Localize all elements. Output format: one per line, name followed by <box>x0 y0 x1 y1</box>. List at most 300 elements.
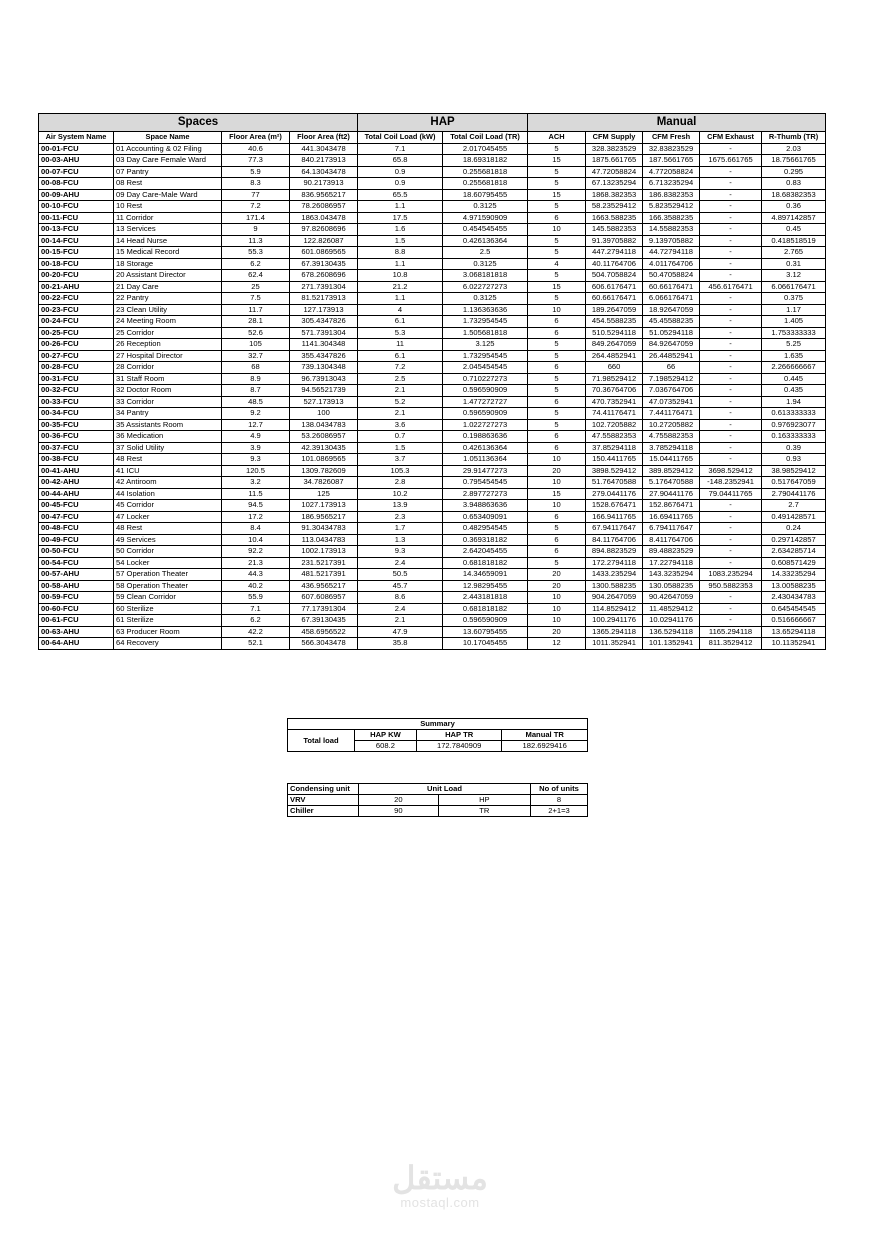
floor-area-ft2-cell: 1141.304348 <box>290 339 358 351</box>
r-thumb-tr-cell: 1.635 <box>762 350 826 362</box>
floor-area-ft2-cell: 186.9565217 <box>290 511 358 523</box>
coil-load-kw-cell: 1.3 <box>358 534 443 546</box>
table-row <box>39 224 826 236</box>
floor-area-m2-cell: 3.9 <box>222 442 290 454</box>
column-header-row <box>39 132 826 144</box>
table-row <box>39 362 826 374</box>
coil-load-tr-cell: 0.198863636 <box>443 431 528 443</box>
cfm-fresh-cell: 130.0588235 <box>643 580 700 592</box>
cfm-exhaust-cell: - <box>700 362 762 374</box>
table-row <box>39 500 826 512</box>
r-thumb-tr-cell: 0.45 <box>762 224 826 236</box>
space-name-cell: 54 Locker <box>114 557 222 569</box>
coil-load-tr-cell: 4.971590909 <box>443 212 528 224</box>
cfm-exhaust-cell: - <box>700 143 762 155</box>
air-system-name-cell: 00-14-FCU <box>39 235 114 247</box>
floor-area-ft2-cell: 355.4347826 <box>290 350 358 362</box>
floor-area-ft2-cell: 138.0434783 <box>290 419 358 431</box>
group-header-hap: HAP <box>358 114 528 132</box>
coil-load-kw-cell: 47.9 <box>358 626 443 638</box>
space-name-cell: 20 Assistant Director <box>114 270 222 282</box>
table-row <box>39 373 826 385</box>
air-system-name-cell: 00-07-FCU <box>39 166 114 178</box>
coil-load-tr-cell: 3.948863636 <box>443 500 528 512</box>
ach-cell: 5 <box>528 350 586 362</box>
floor-area-m2-cell: 52.1 <box>222 638 290 650</box>
coil-load-kw-cell: 6.1 <box>358 350 443 362</box>
column-header: Floor Area (ft2) <box>290 132 358 144</box>
coil-load-kw-cell: 10.8 <box>358 270 443 282</box>
floor-area-ft2-cell: 81.52173913 <box>290 293 358 305</box>
floor-area-m2-cell: 28.1 <box>222 316 290 328</box>
cfm-fresh-cell: 6.066176471 <box>643 293 700 305</box>
ach-cell: 5 <box>528 178 586 190</box>
coil-load-kw-cell: 2.4 <box>358 557 443 569</box>
cfm-exhaust-cell: - <box>700 258 762 270</box>
floor-area-ft2-cell: 271.7391304 <box>290 281 358 293</box>
cfm-exhaust-cell: - <box>700 396 762 408</box>
coil-load-tr-cell: 0.681818182 <box>443 557 528 569</box>
air-system-name-cell: 00-10-FCU <box>39 201 114 213</box>
manual-tr-header: Manual TR <box>502 730 588 741</box>
cfm-supply-cell: 1011.352941 <box>586 638 643 650</box>
space-name-cell: 21 Day Care <box>114 281 222 293</box>
coil-load-kw-cell: 8.6 <box>358 592 443 604</box>
space-name-cell: 41 ICU <box>114 465 222 477</box>
air-system-name-cell: 00-36-FCU <box>39 431 114 443</box>
space-name-cell: 09 Day Care-Male Ward <box>114 189 222 201</box>
space-name-cell: 48 Rest <box>114 454 222 466</box>
coil-load-tr-cell: 0.369318182 <box>443 534 528 546</box>
ach-cell: 6 <box>528 546 586 558</box>
floor-area-m2-cell: 120.5 <box>222 465 290 477</box>
cfm-exhaust-cell: 1083.235294 <box>700 569 762 581</box>
cfm-exhaust-cell: - <box>700 454 762 466</box>
r-thumb-tr-cell: 0.39 <box>762 442 826 454</box>
cfm-exhaust-cell: - <box>700 235 762 247</box>
floor-area-m2-cell: 77 <box>222 189 290 201</box>
coil-load-kw-cell: 45.7 <box>358 580 443 592</box>
unit-count: 8 <box>531 795 588 806</box>
air-system-name-cell: 00-22-FCU <box>39 293 114 305</box>
space-name-cell: 36 Medication <box>114 431 222 443</box>
floor-area-ft2-cell: 1002.173913 <box>290 546 358 558</box>
air-system-name-cell: 00-01-FCU <box>39 143 114 155</box>
air-system-name-cell: 00-11-FCU <box>39 212 114 224</box>
table-row <box>39 534 826 546</box>
cfm-fresh-cell: 60.66176471 <box>643 281 700 293</box>
table-row <box>39 638 826 650</box>
coil-load-tr-cell: 0.3125 <box>443 201 528 213</box>
coil-load-kw-cell: 2.1 <box>358 385 443 397</box>
cfm-fresh-cell: 6.794117647 <box>643 523 700 535</box>
coil-load-kw-cell: 2.3 <box>358 511 443 523</box>
coil-load-kw-cell: 2.1 <box>358 408 443 420</box>
floor-area-m2-cell: 7.1 <box>222 603 290 615</box>
cfm-exhaust-cell: - <box>700 419 762 431</box>
coil-load-kw-cell: 7.2 <box>358 362 443 374</box>
coil-load-tr-cell: 0.795454545 <box>443 477 528 489</box>
column-header: Total Coil Load (kW) <box>358 132 443 144</box>
cfm-supply-cell: 510.5294118 <box>586 327 643 339</box>
air-system-name-cell: 00-27-FCU <box>39 350 114 362</box>
floor-area-m2-cell: 8.3 <box>222 178 290 190</box>
r-thumb-tr-cell: 14.33235294 <box>762 569 826 581</box>
cfm-supply-cell: 1365.294118 <box>586 626 643 638</box>
cfm-fresh-cell: 101.1352941 <box>643 638 700 650</box>
air-system-name-cell: 00-35-FCU <box>39 419 114 431</box>
floor-area-m2-cell: 68 <box>222 362 290 374</box>
cfm-fresh-cell: 45.45588235 <box>643 316 700 328</box>
cfm-exhaust-cell: - <box>700 189 762 201</box>
cfm-supply-cell: 166.9411765 <box>586 511 643 523</box>
air-system-name-cell: 00-64-AHU <box>39 638 114 650</box>
floor-area-ft2-cell: 678.2608696 <box>290 270 358 282</box>
cfm-fresh-cell: 4.772058824 <box>643 166 700 178</box>
floor-area-ft2-cell: 607.6086957 <box>290 592 358 604</box>
table-row <box>39 557 826 569</box>
space-name-cell: 57 Operation Theater <box>114 569 222 581</box>
r-thumb-tr-cell: 2.7 <box>762 500 826 512</box>
r-thumb-tr-cell: 0.418518519 <box>762 235 826 247</box>
ach-cell: 10 <box>528 224 586 236</box>
air-system-name-cell: 00-33-FCU <box>39 396 114 408</box>
coil-load-tr-cell: 3.068181818 <box>443 270 528 282</box>
ach-cell: 10 <box>528 454 586 466</box>
space-name-cell: 50 Corridor <box>114 546 222 558</box>
cfm-supply-cell: 1868.382353 <box>586 189 643 201</box>
coil-load-tr-cell: 2.045454545 <box>443 362 528 374</box>
summary-table <box>287 718 588 752</box>
coil-load-kw-cell: 8.8 <box>358 247 443 259</box>
watermark <box>380 1160 500 1210</box>
cfm-supply-cell: 264.4852941 <box>586 350 643 362</box>
coil-load-tr-cell: 0.3125 <box>443 258 528 270</box>
ach-cell: 10 <box>528 477 586 489</box>
cfm-exhaust-cell: - <box>700 546 762 558</box>
coil-load-kw-cell: 1.1 <box>358 258 443 270</box>
cfm-supply-cell: 150.4411765 <box>586 454 643 466</box>
ach-cell: 6 <box>528 212 586 224</box>
air-system-name-cell: 00-44-AHU <box>39 488 114 500</box>
coil-load-tr-cell: 0.681818182 <box>443 603 528 615</box>
air-system-name-cell: 00-25-FCU <box>39 327 114 339</box>
air-system-name-cell: 00-23-FCU <box>39 304 114 316</box>
air-system-name-cell: 00-09-AHU <box>39 189 114 201</box>
cfm-fresh-cell: 4.011764706 <box>643 258 700 270</box>
space-name-cell: 08 Rest <box>114 178 222 190</box>
coil-load-kw-cell: 4 <box>358 304 443 316</box>
table-row <box>39 178 826 190</box>
table-row <box>39 454 826 466</box>
r-thumb-tr-cell: 0.516666667 <box>762 615 826 627</box>
cfm-exhaust-cell: - <box>700 293 762 305</box>
cfm-fresh-cell: 7.441176471 <box>643 408 700 420</box>
air-system-name-cell: 00-60-FCU <box>39 603 114 615</box>
floor-area-m2-cell: 9.3 <box>222 454 290 466</box>
floor-area-ft2-cell: 64.13043478 <box>290 166 358 178</box>
cfm-supply-cell: 91.39705882 <box>586 235 643 247</box>
cfm-supply-cell: 3898.529412 <box>586 465 643 477</box>
unit-name: VRV <box>288 795 359 806</box>
cfm-exhaust-cell: 950.5882353 <box>700 580 762 592</box>
cfm-exhaust-cell: - <box>700 534 762 546</box>
floor-area-ft2-cell: 101.0869565 <box>290 454 358 466</box>
floor-area-m2-cell: 4.9 <box>222 431 290 443</box>
cfm-exhaust-cell: - <box>700 304 762 316</box>
ach-cell: 5 <box>528 339 586 351</box>
coil-load-kw-cell: 1.5 <box>358 235 443 247</box>
r-thumb-tr-cell: 0.976923077 <box>762 419 826 431</box>
r-thumb-tr-cell: 2.266666667 <box>762 362 826 374</box>
table-row <box>39 293 826 305</box>
r-thumb-tr-cell: 1.405 <box>762 316 826 328</box>
table-row <box>39 258 826 270</box>
space-name-cell: 14 Head Nurse <box>114 235 222 247</box>
floor-area-m2-cell: 6.2 <box>222 258 290 270</box>
r-thumb-tr-cell: 0.613333333 <box>762 408 826 420</box>
coil-load-kw-cell: 5.3 <box>358 327 443 339</box>
coil-load-tr-cell: 10.17045455 <box>443 638 528 650</box>
ach-cell: 6 <box>528 396 586 408</box>
floor-area-m2-cell: 32.7 <box>222 350 290 362</box>
cfm-supply-cell: 84.11764706 <box>586 534 643 546</box>
space-name-cell: 60 Sterilize <box>114 603 222 615</box>
ach-cell: 5 <box>528 166 586 178</box>
floor-area-ft2-cell: 125 <box>290 488 358 500</box>
cfm-exhaust-cell: - <box>700 247 762 259</box>
r-thumb-tr-cell: 0.83 <box>762 178 826 190</box>
floor-area-m2-cell: 17.2 <box>222 511 290 523</box>
table-row <box>39 431 826 443</box>
coil-load-kw-cell: 1.1 <box>358 201 443 213</box>
ach-cell: 4 <box>528 258 586 270</box>
coil-load-tr-cell: 0.482954545 <box>443 523 528 535</box>
coil-load-kw-cell: 11 <box>358 339 443 351</box>
air-system-name-cell: 00-31-FCU <box>39 373 114 385</box>
table-row <box>39 385 826 397</box>
cfm-fresh-cell: 10.27205882 <box>643 419 700 431</box>
cfm-supply-cell: 1663.588235 <box>586 212 643 224</box>
floor-area-ft2-cell: 305.4347826 <box>290 316 358 328</box>
cfm-fresh-cell: 3.785294118 <box>643 442 700 454</box>
cfm-supply-cell: 328.3823529 <box>586 143 643 155</box>
space-name-cell: 49 Services <box>114 534 222 546</box>
space-name-cell: 64 Recovery <box>114 638 222 650</box>
floor-area-m2-cell: 55.9 <box>222 592 290 604</box>
air-system-name-cell: 00-18-FCU <box>39 258 114 270</box>
air-system-name-cell: 00-20-FCU <box>39 270 114 282</box>
coil-load-tr-cell: 1.136363636 <box>443 304 528 316</box>
coil-load-tr-cell: 0.596590909 <box>443 408 528 420</box>
load-calculation-table <box>38 113 826 650</box>
cfm-fresh-cell: 143.3235294 <box>643 569 700 581</box>
table-row <box>39 592 826 604</box>
coil-load-kw-cell: 1.1 <box>358 293 443 305</box>
space-name-cell: 27 Hospital Director <box>114 350 222 362</box>
r-thumb-tr-cell: 1.753333333 <box>762 327 826 339</box>
coil-load-tr-cell: 0.426136364 <box>443 235 528 247</box>
air-system-name-cell: 00-13-FCU <box>39 224 114 236</box>
ach-cell: 5 <box>528 557 586 569</box>
air-system-name-cell: 00-28-FCU <box>39 362 114 374</box>
coil-load-tr-cell: 2.5 <box>443 247 528 259</box>
r-thumb-tr-cell: 1.94 <box>762 396 826 408</box>
unit-load-header: Unit Load <box>359 784 531 795</box>
space-name-cell: 33 Corridor <box>114 396 222 408</box>
coil-load-kw-cell: 17.5 <box>358 212 443 224</box>
ach-cell: 6 <box>528 511 586 523</box>
column-header: Floor Area (m²) <box>222 132 290 144</box>
table-row <box>39 166 826 178</box>
cfm-exhaust-cell: - <box>700 385 762 397</box>
cfm-exhaust-cell: 811.3529412 <box>700 638 762 650</box>
space-name-cell: 35 Assistants Room <box>114 419 222 431</box>
coil-load-tr-cell: 6.022727273 <box>443 281 528 293</box>
floor-area-m2-cell: 40.2 <box>222 580 290 592</box>
space-name-cell: 15 Medical Record <box>114 247 222 259</box>
table-row <box>39 247 826 259</box>
r-thumb-tr-cell: 18.68382353 <box>762 189 826 201</box>
floor-area-ft2-cell: 840.2173913 <box>290 155 358 167</box>
cfm-fresh-cell: 9.139705882 <box>643 235 700 247</box>
floor-area-ft2-cell: 441.3043478 <box>290 143 358 155</box>
group-header-spaces: Spaces <box>39 114 358 132</box>
air-system-name-cell: 00-41-AHU <box>39 465 114 477</box>
cfm-supply-cell: 606.6176471 <box>586 281 643 293</box>
table-body <box>39 143 826 649</box>
r-thumb-tr-cell: 0.435 <box>762 385 826 397</box>
coil-load-kw-cell: 10.2 <box>358 488 443 500</box>
unit-count: 2+1=3 <box>531 806 588 817</box>
cfm-supply-cell: 1300.588235 <box>586 580 643 592</box>
space-name-cell: 34 Pantry <box>114 408 222 420</box>
r-thumb-tr-cell: 0.608571429 <box>762 557 826 569</box>
coil-load-tr-cell: 0.653409091 <box>443 511 528 523</box>
table-row <box>39 626 826 638</box>
ach-cell: 6 <box>528 534 586 546</box>
cfm-fresh-cell: 152.8676471 <box>643 500 700 512</box>
floor-area-ft2-cell: 91.30434783 <box>290 523 358 535</box>
air-system-name-cell: 00-49-FCU <box>39 534 114 546</box>
cfm-fresh-cell: 15.04411765 <box>643 454 700 466</box>
coil-load-tr-cell: 0.255681818 <box>443 166 528 178</box>
floor-area-m2-cell: 48.5 <box>222 396 290 408</box>
table-row <box>39 603 826 615</box>
cfm-exhaust-cell: - <box>700 431 762 443</box>
coil-load-tr-cell: 2.897727273 <box>443 488 528 500</box>
cfm-fresh-cell: 7.198529412 <box>643 373 700 385</box>
floor-area-m2-cell: 12.7 <box>222 419 290 431</box>
column-header: ACH <box>528 132 586 144</box>
manual-tr-value: 182.6929416 <box>502 741 588 752</box>
r-thumb-tr-cell: 2.765 <box>762 247 826 259</box>
unit-row-vrv <box>288 795 588 806</box>
floor-area-m2-cell: 40.6 <box>222 143 290 155</box>
space-name-cell: 47 Locker <box>114 511 222 523</box>
unit-load-value: 20 <box>359 795 439 806</box>
floor-area-m2-cell: 21.3 <box>222 557 290 569</box>
ach-cell: 6 <box>528 316 586 328</box>
cfm-supply-cell: 849.2647059 <box>586 339 643 351</box>
floor-area-ft2-cell: 90.2173913 <box>290 178 358 190</box>
summary-title: Summary <box>288 719 588 730</box>
coil-load-kw-cell: 65.8 <box>358 155 443 167</box>
cfm-fresh-cell: 8.411764706 <box>643 534 700 546</box>
r-thumb-tr-cell: 13.65294118 <box>762 626 826 638</box>
cfm-fresh-cell: 389.8529412 <box>643 465 700 477</box>
total-load-label: Total load <box>288 730 355 752</box>
column-header: CFM Fresh <box>643 132 700 144</box>
cfm-exhaust-cell: -148.2352941 <box>700 477 762 489</box>
ach-cell: 5 <box>528 270 586 282</box>
cfm-fresh-cell: 66 <box>643 362 700 374</box>
coil-load-tr-cell: 18.60795455 <box>443 189 528 201</box>
hap-tr-header: HAP TR <box>416 730 502 741</box>
floor-area-ft2-cell: 67.39130435 <box>290 615 358 627</box>
ach-cell: 6 <box>528 362 586 374</box>
r-thumb-tr-cell: 13.00588235 <box>762 580 826 592</box>
coil-load-kw-cell: 1.5 <box>358 442 443 454</box>
cfm-exhaust-cell: - <box>700 316 762 328</box>
floor-area-ft2-cell: 96.73913043 <box>290 373 358 385</box>
floor-area-m2-cell: 10.4 <box>222 534 290 546</box>
table-row <box>39 316 826 328</box>
floor-area-m2-cell: 44.3 <box>222 569 290 581</box>
coil-load-kw-cell: 0.7 <box>358 431 443 443</box>
table-row <box>39 396 826 408</box>
cfm-supply-cell: 58.23529412 <box>586 201 643 213</box>
air-system-name-cell: 00-32-FCU <box>39 385 114 397</box>
coil-load-kw-cell: 7.1 <box>358 143 443 155</box>
cfm-fresh-cell: 5.176470588 <box>643 477 700 489</box>
hap-tr-value: 172.7840909 <box>416 741 502 752</box>
floor-area-ft2-cell: 77.17391304 <box>290 603 358 615</box>
cfm-supply-cell: 189.2647059 <box>586 304 643 316</box>
coil-load-tr-cell: 2.443181818 <box>443 592 528 604</box>
cfm-fresh-cell: 18.92647059 <box>643 304 700 316</box>
floor-area-ft2-cell: 100 <box>290 408 358 420</box>
cfm-fresh-cell: 136.5294118 <box>643 626 700 638</box>
coil-load-tr-cell: 12.98295455 <box>443 580 528 592</box>
r-thumb-tr-cell: 0.445 <box>762 373 826 385</box>
r-thumb-tr-cell: 10.11352941 <box>762 638 826 650</box>
coil-load-tr-cell: 13.60795455 <box>443 626 528 638</box>
table-row <box>39 235 826 247</box>
table-row <box>39 465 826 477</box>
air-system-name-cell: 00-63-AHU <box>39 626 114 638</box>
coil-load-kw-cell: 5.2 <box>358 396 443 408</box>
floor-area-ft2-cell: 527.173913 <box>290 396 358 408</box>
floor-area-ft2-cell: 1309.782609 <box>290 465 358 477</box>
table-row <box>39 488 826 500</box>
floor-area-m2-cell: 25 <box>222 281 290 293</box>
air-system-name-cell: 00-54-FCU <box>39 557 114 569</box>
cfm-exhaust-cell: 456.6176471 <box>700 281 762 293</box>
r-thumb-tr-cell: 0.517647059 <box>762 477 826 489</box>
coil-load-tr-cell: 1.022727273 <box>443 419 528 431</box>
space-name-cell: 48 Rest <box>114 523 222 535</box>
coil-load-kw-cell: 35.8 <box>358 638 443 650</box>
ach-cell: 10 <box>528 304 586 316</box>
space-name-cell: 42 Antiroom <box>114 477 222 489</box>
cfm-fresh-cell: 44.72794118 <box>643 247 700 259</box>
cfm-exhaust-cell: - <box>700 500 762 512</box>
cfm-supply-cell: 894.8823529 <box>586 546 643 558</box>
cfm-supply-cell: 37.85294118 <box>586 442 643 454</box>
floor-area-m2-cell: 94.5 <box>222 500 290 512</box>
r-thumb-tr-cell: 0.36 <box>762 201 826 213</box>
